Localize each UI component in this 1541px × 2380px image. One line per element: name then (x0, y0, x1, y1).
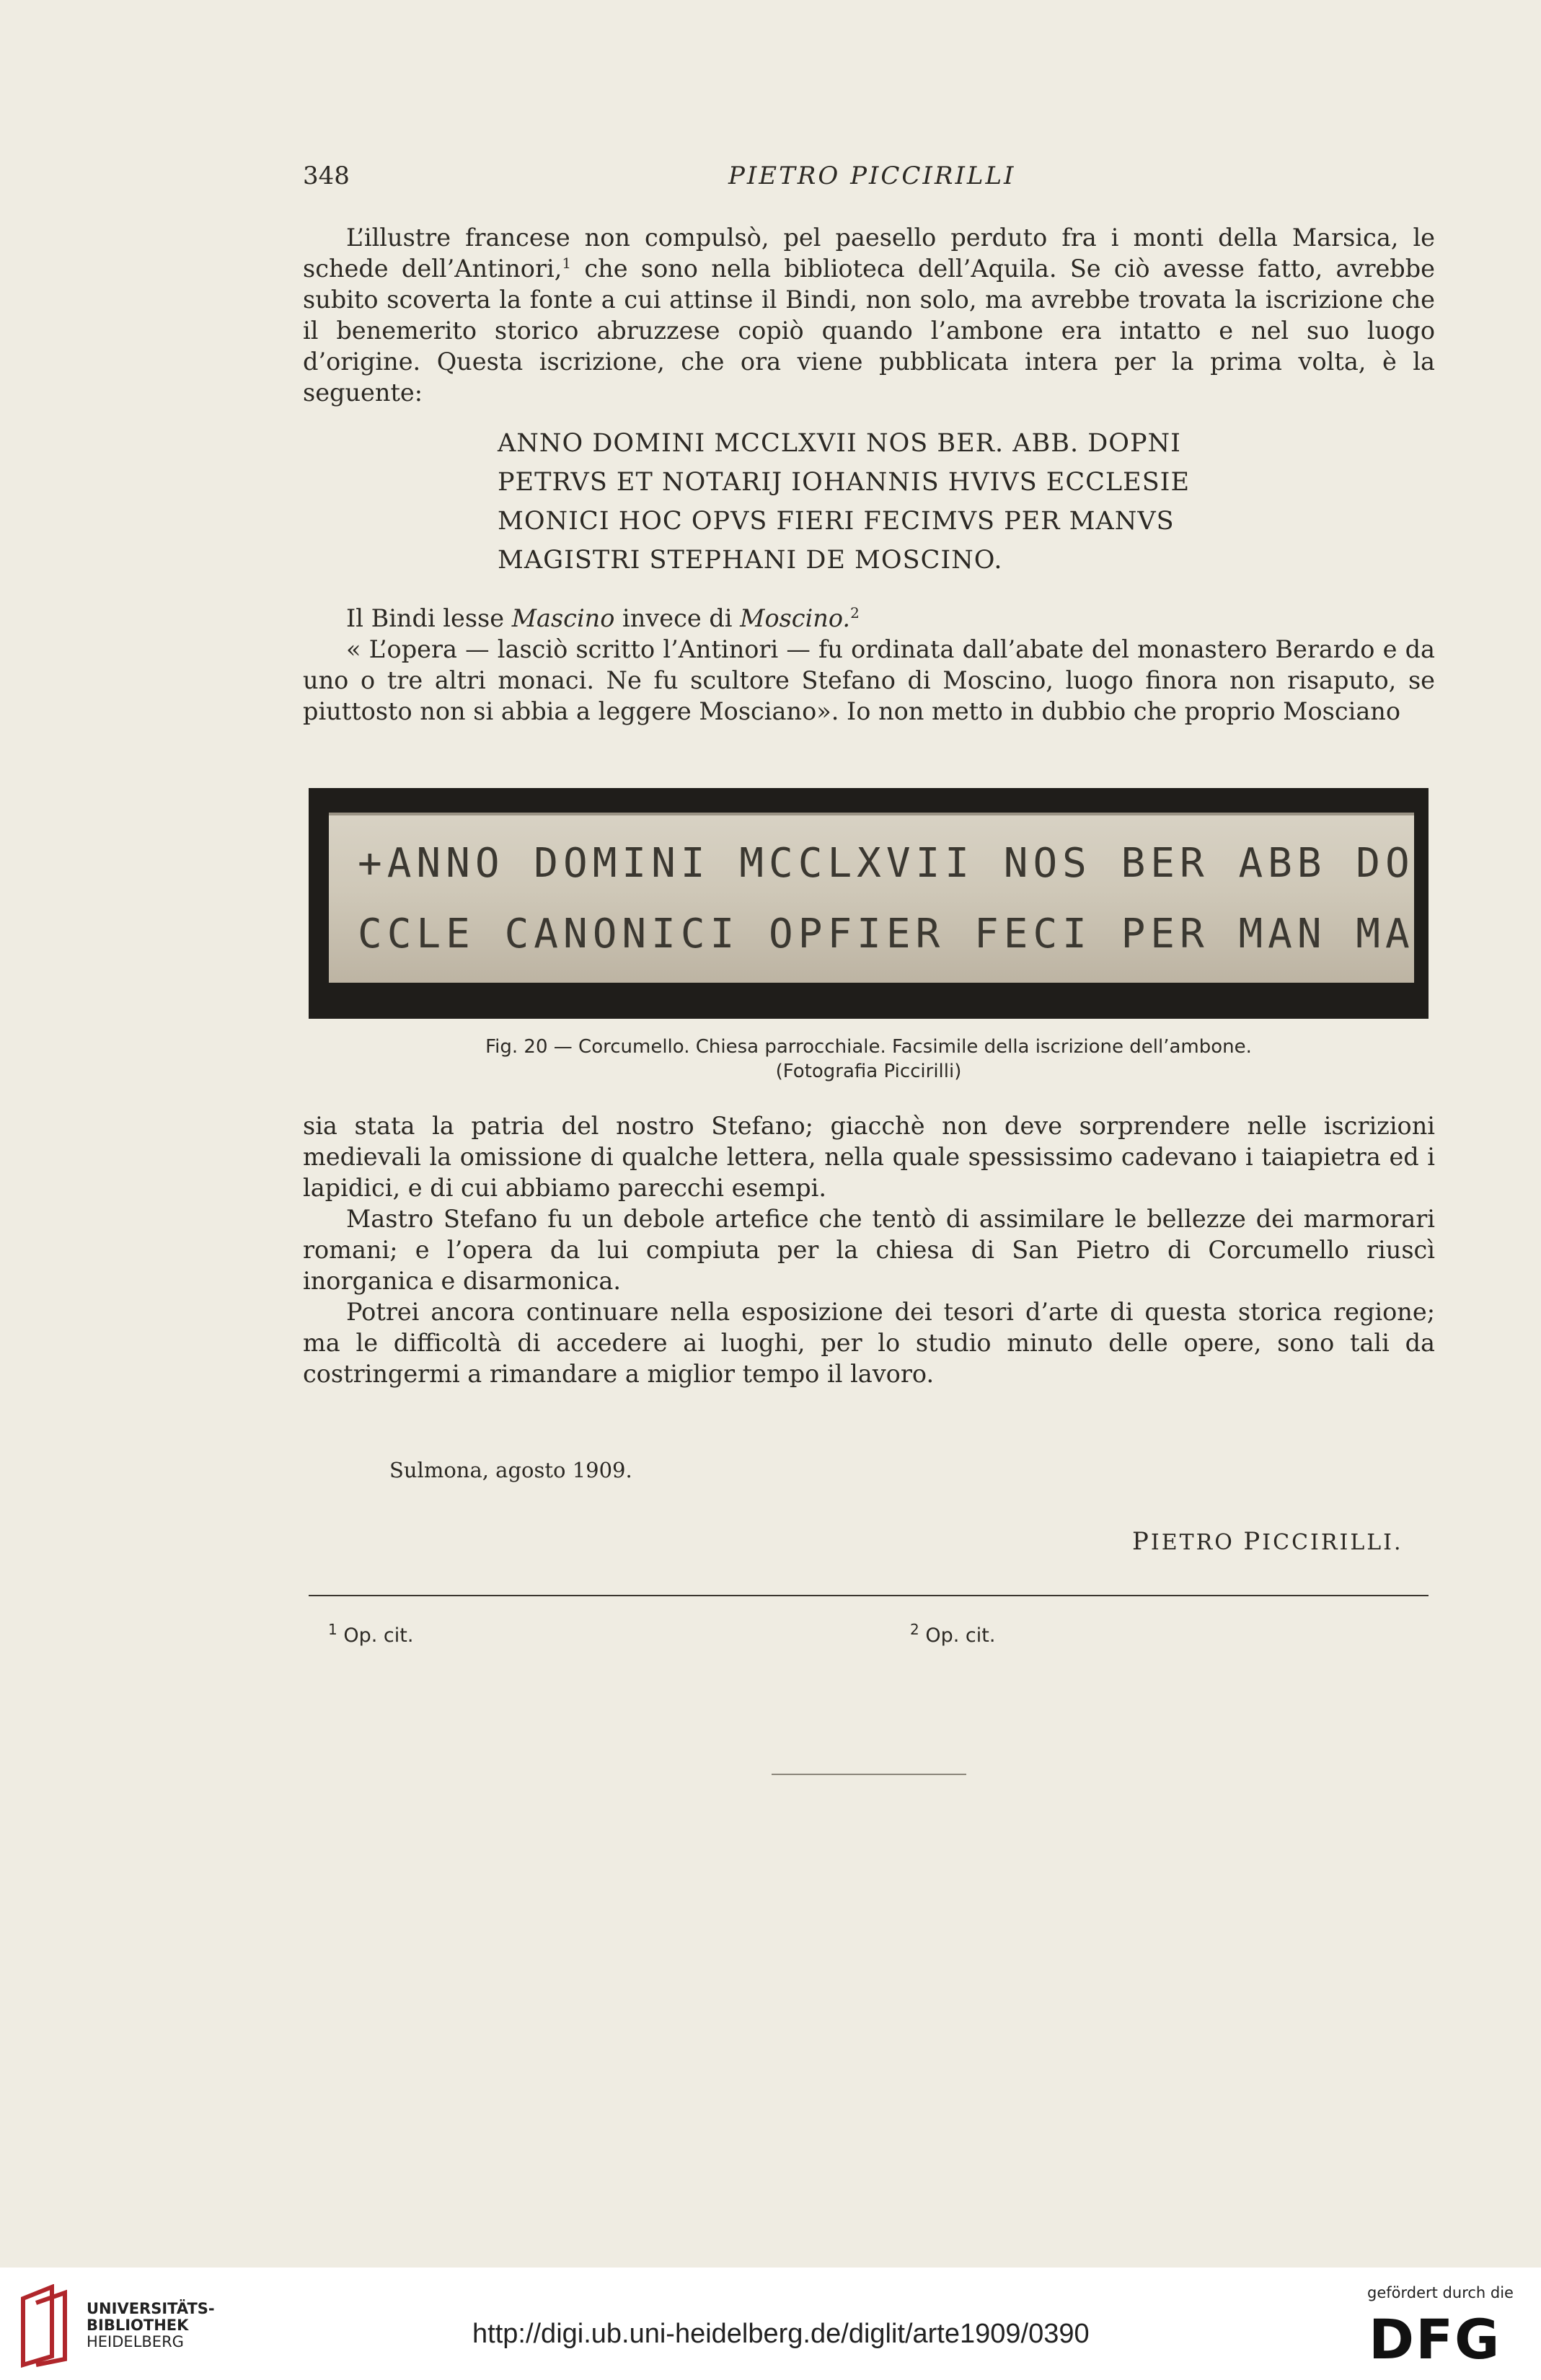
dfg-logo: DFG (1369, 2307, 1501, 2371)
inscription-photo (309, 788, 1429, 1019)
stone-slab (329, 813, 1414, 983)
inscription-transcription (498, 424, 1190, 580)
source-url[interactable]: http://digi.ub.uni-heidelberg.de/diglit/arte1909/0390 (472, 2319, 1090, 2349)
paragraph-closing-1: sia stata la patria del nostro Stefano; giacchè non deve sorprendere nelle iscrizioni medievali la omissione di qualche lettera, nella quale spessissimo cadevano i taiapietra ed i lapidici, e di cui abbiamo parecchi esempi. (303, 1112, 1435, 1202)
intro-paragraph (303, 222, 1435, 408)
closing-paragraphs (303, 1110, 1435, 1389)
paragraph-bindi: Il Bindi lesse Mascino invece di Moscino.$^2$ (346, 603, 860, 632)
library-name: UNIVERSITÄTS- BIBLIOTHEK HEIDELBERG (87, 2300, 215, 2350)
footnote-1: $^1$ Op. cit. (328, 1621, 414, 1647)
inscription-line: MONICI HOC OPVS FIERI FECIMVS PER MANVS (498, 507, 1175, 536)
place-date: Sulmona, agosto 1909. (389, 1458, 632, 1482)
paragraph-1: L’illustre francese non compulsò, pel paesello perduto fra i monti della Marsica, le schede dell’Antinori,$^1$ che sono nella biblioteca dell’Aquila. Se ciò avesse fatto, avrebbe subito scoverta la fonte a cui attinse il Bindi, non solo, ma avrebbe trovata la iscrizione che il benemerito storico abruzzese copiò quando l’ambone era intatto e nel suo luogo d’origine. Questa iscrizione, che ora viene pubblicata intera per la prima volta, è la seguente: (303, 224, 1436, 407)
author-signature: PIETRO PICCIRILLI. (1132, 1527, 1403, 1556)
bindi-paragraphs (303, 603, 1435, 727)
figure-caption: Fig. 20 — Corcumello. Chiesa parrocchiale. Facsimile della iscrizione dell’ambone. (485, 1036, 1252, 1058)
stone-line-2: CCLE CANONICI OPFIER FECI PER MAN MA (358, 911, 1415, 957)
library-logo-icon (20, 2284, 75, 2368)
paragraph-closing-2: Mastro Stefano fu un debole artefice che tentò di assimilare le bellezze dei marmorari romani; e l’opera da lui compiuta per la chiesa di San Pietro di Corcumello riuscì inorganica e disarmonica. (303, 1205, 1435, 1295)
footnote-ref-1: 1 (562, 254, 572, 272)
running-title: PIETRO PICCIRILLI (728, 162, 1016, 190)
inscription-line: MAGISTRI STEPHANI DE MOSCINO. (498, 546, 1003, 575)
funded-by-label: gefördert durch die (1367, 2284, 1514, 2301)
figure-credit: (Fotografia Piccirilli) (775, 1061, 962, 1082)
paragraph-closing-3: Potrei ancora continuare nella esposizione dei tesori d’arte di questa storica regione; ma le difficoltà di accedere ai luoghi, per lo studio minuto delle opere, sono tali da costringermi a rimandare a miglior tempo il lavoro. (303, 1298, 1435, 1388)
stone-line-1: +ANNO DOMINI MCCLXVII NOS BER ABB DO (358, 840, 1415, 887)
end-rule (772, 1774, 966, 1775)
footnote-ref-2: 2 (850, 603, 860, 621)
footnote-divider (309, 1595, 1429, 1596)
page-number: 348 (303, 162, 350, 190)
footnote-2: $^2$ Op. cit. (910, 1621, 996, 1647)
inscription-line: PETRVS ET NOTARIJ IOHANNIS HVIVS ECCLESIE (498, 468, 1191, 497)
paragraph-antinori: « L’opera — lasciò scritto l’Antinori — fu ordinata dall’abate del monastero Berardo e da uno o tre altri monaci. Ne fu scultore Stefano di Moscino, luogo finora non risaputo, se piuttosto non si abbia a leggere Mosciano». Io non metto in dubbio che proprio Mosciano (303, 635, 1435, 725)
inscription-line: ANNO DOMINI MCCLXVII NOS BER. ABB. DOPNI (498, 429, 1181, 458)
